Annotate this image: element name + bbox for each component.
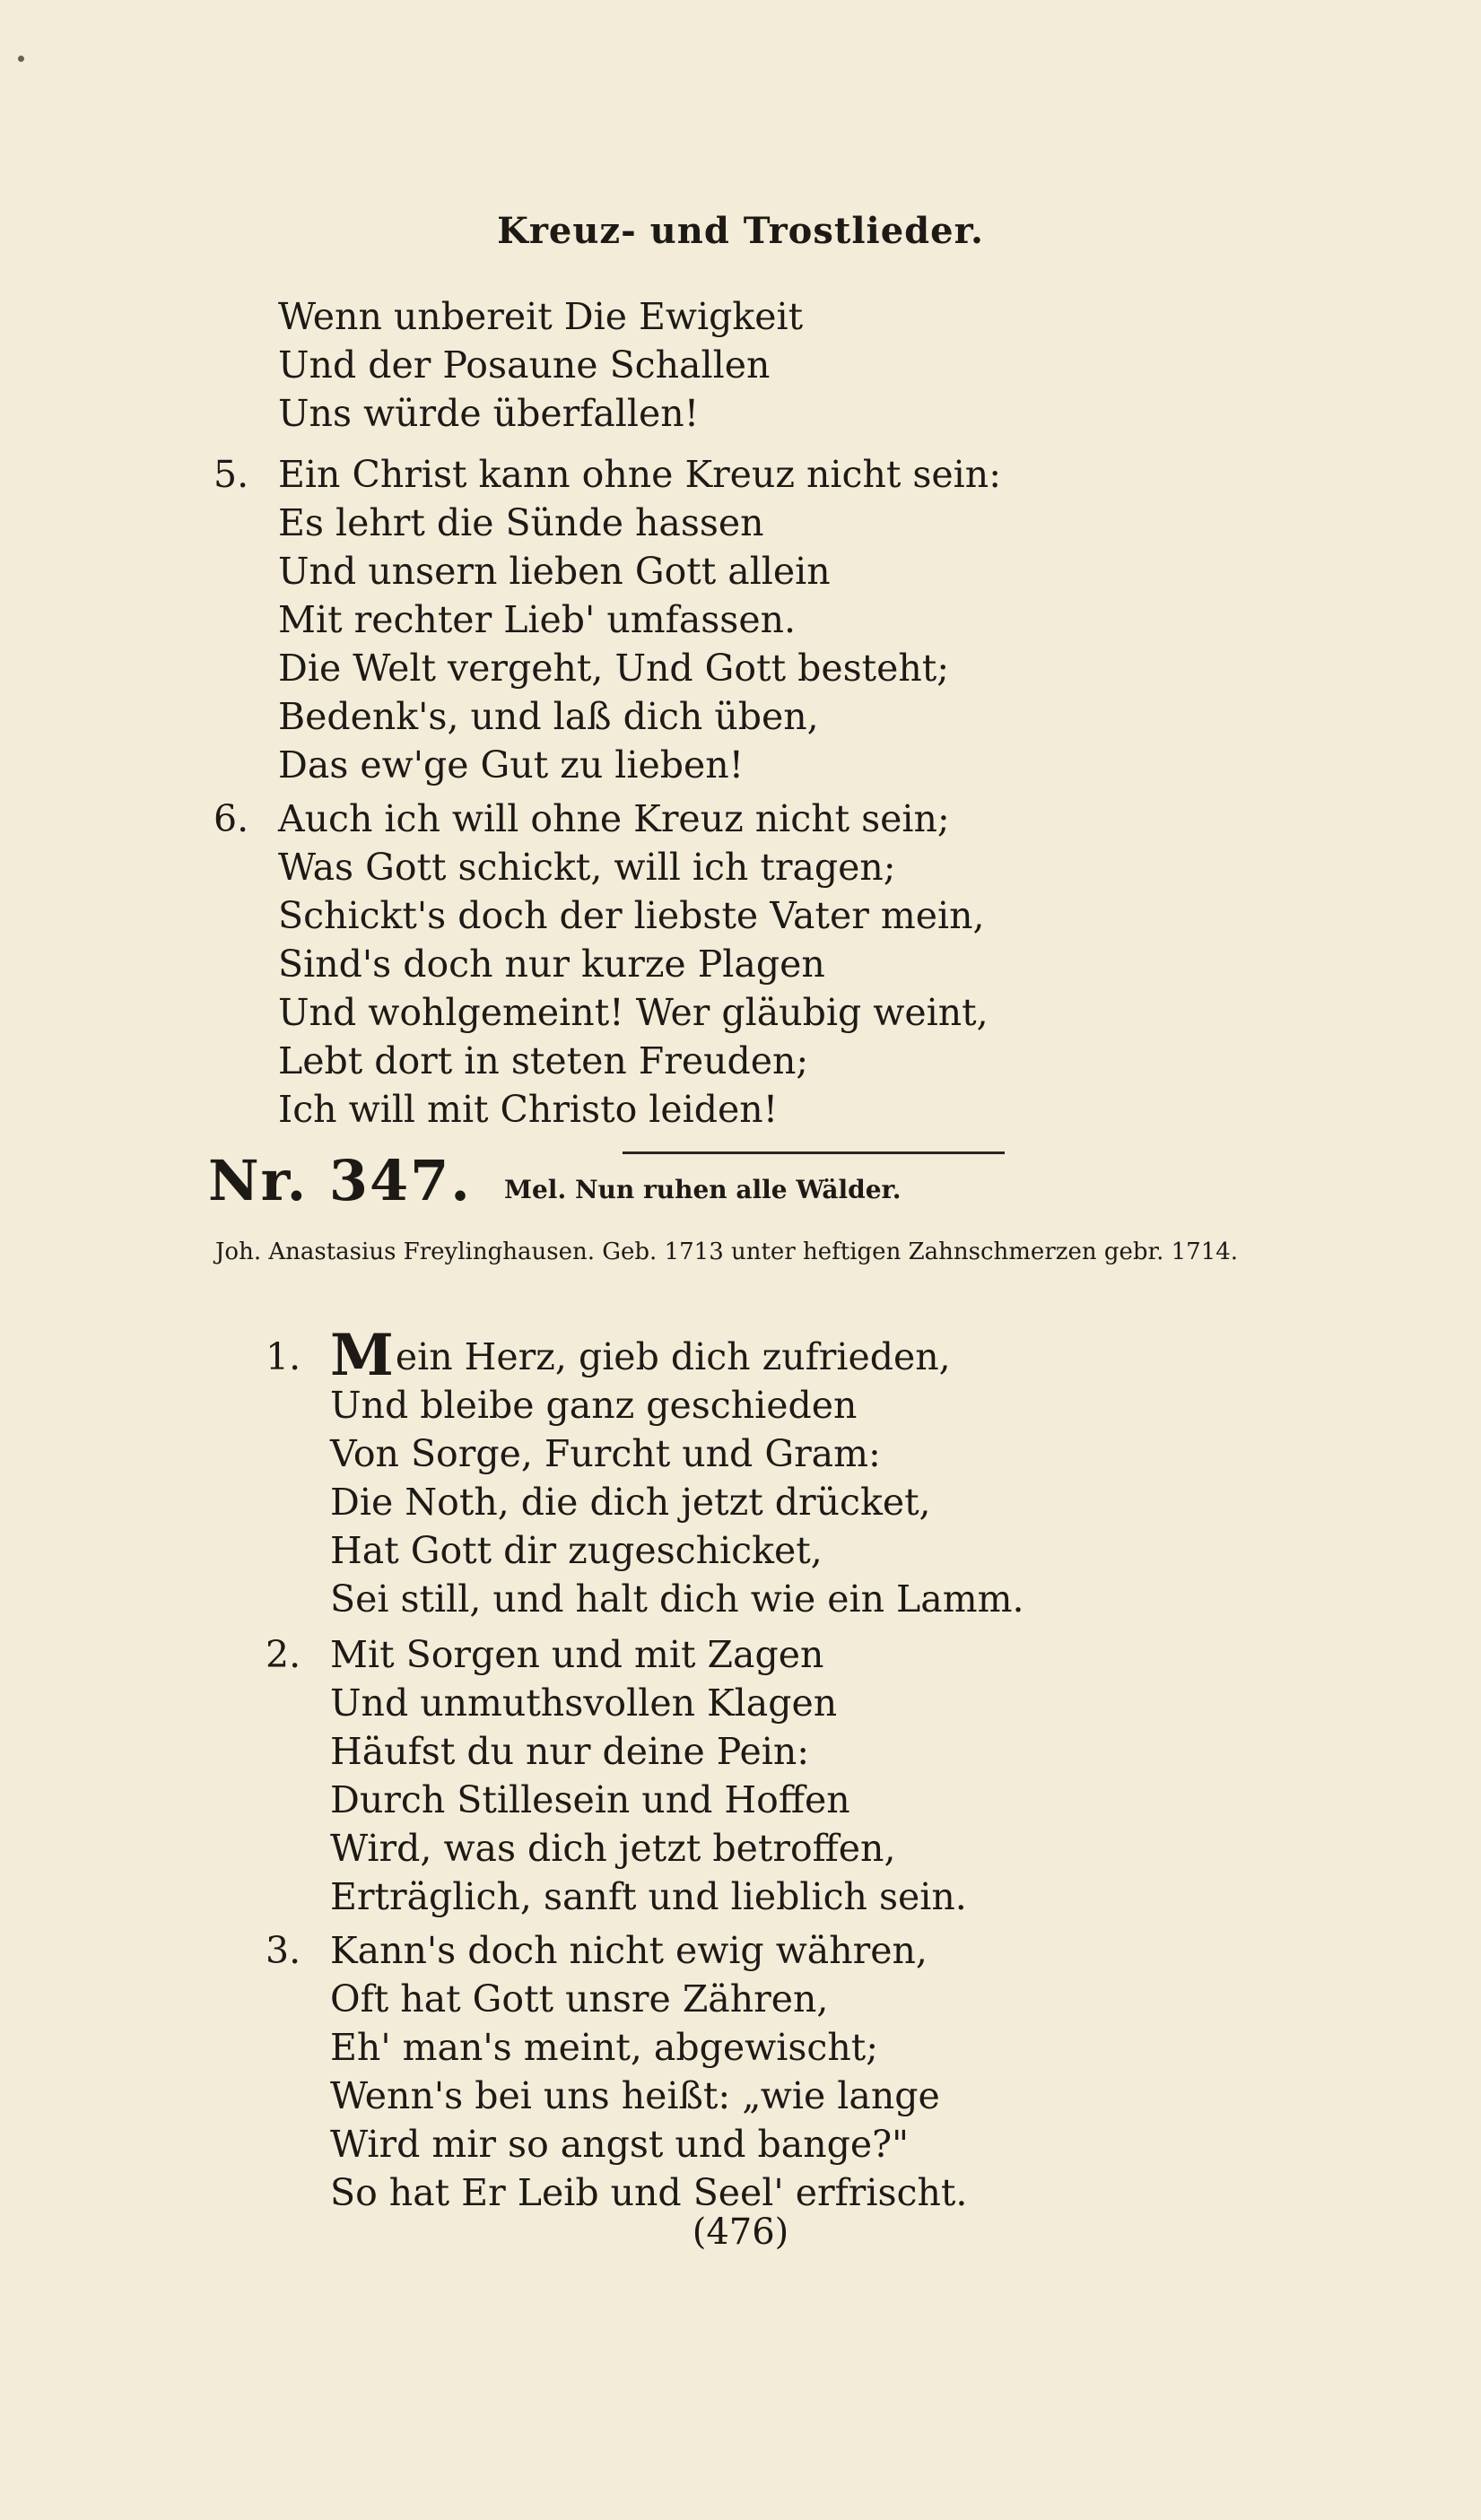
verse-line: Es lehrt die Sünde hassen <box>278 501 764 544</box>
verse-line: Sei still, und halt dich wie ein Lamm. <box>330 1577 1024 1621</box>
verse-line: Und der Posaune Schallen <box>278 343 771 387</box>
ink-speck <box>18 56 24 62</box>
verse-line: Bedenk's, und laß dich üben, <box>278 695 819 738</box>
verse-line: Und unsern lieben Gott allein <box>278 550 831 593</box>
verse-line: Was Gott schickt, will ich tragen; <box>278 846 896 889</box>
verse-line: Wird, was dich jetzt betroffen, <box>330 1827 896 1870</box>
verse-number: 3. <box>266 1929 301 1972</box>
verse-line: Wird mir so angst und bange?" <box>330 2123 909 2166</box>
hymn-number: Nr. 347. <box>208 1148 472 1213</box>
verse-line: ein Herz, gieb dich zufrieden, <box>395 1335 951 1378</box>
verse-line: Kann's doch nicht ewig währen, <box>330 1929 928 1972</box>
verse-line: So hat Er Leib und Seel' erfrischt. <box>330 2171 968 2214</box>
verse-line: Hat Gott dir zugeschicket, <box>330 1529 823 1572</box>
verse-line: Auch ich will ohne Kreuz nicht sein; <box>278 797 950 840</box>
verse-line: Und bleibe ganz geschieden <box>330 1384 858 1427</box>
verse-line: Oft hat Gott unsre Zähren, <box>330 1977 829 2020</box>
running-head: Kreuz- und Trostlieder. <box>497 210 984 252</box>
verse-line: Eh' man's meint, abgewischt; <box>330 2026 879 2069</box>
verse-line: Von Sorge, Furcht und Gram: <box>330 1432 881 1475</box>
verse-line: Die Noth, die dich jetzt drücket, <box>330 1481 931 1524</box>
verse-number: 2. <box>266 1633 301 1676</box>
verse-number: 6. <box>213 797 249 840</box>
verse-line: Ich will mit Christo leiden! <box>278 1088 779 1131</box>
verse-line: Und wohlgemeint! Wer gläubig weint, <box>278 991 989 1034</box>
verse-line: Wenn's bei uns heißt: „wie lange <box>330 2074 940 2117</box>
verse-line: Schickt's doch der liebste Vater mein, <box>278 894 985 937</box>
melody-line: Mel. Nun ruhen alle Wälder. <box>504 1175 902 1204</box>
verse-5 <box>213 450 1001 789</box>
verse-line: Durch Stillesein und Hoffen <box>330 1778 850 1821</box>
verse-number: 5. <box>213 453 249 496</box>
heading-rule <box>623 1151 1005 1154</box>
verse-line: Sind's doch nur kurze Plagen <box>278 943 825 986</box>
prev-hymn-continuation <box>278 292 803 438</box>
author-note: Joh. Anastasius Freylinghausen. Geb. 1713 unter heftigen Zahnschmerzen gebr. 1714. <box>215 1238 1239 1265</box>
drop-capital: M <box>330 1322 394 1389</box>
verse-line: Erträglich, sanft und lieblich sein. <box>330 1875 967 1918</box>
verse-line: Ein Christ kann ohne Kreuz nicht sein: <box>278 453 1002 496</box>
page-number: (476) <box>692 2212 789 2253</box>
hymn-verse-1 <box>266 1322 1024 1623</box>
hymn-heading <box>208 1148 1285 1220</box>
verse-line: Das ew'ge Gut zu lieben! <box>278 743 745 786</box>
verse-line: Lebt dort in steten Freuden; <box>278 1039 809 1082</box>
verse-line: Mit Sorgen und mit Zagen <box>330 1633 824 1676</box>
hymn-verse-2 <box>266 1630 967 1921</box>
verse-line: Die Welt vergeht, Und Gott besteht; <box>278 647 950 690</box>
verse-line: Mit rechter Lieb' umfassen. <box>278 598 797 641</box>
verse-line: Uns würde überfallen! <box>278 392 700 435</box>
verse-6 <box>213 795 989 1134</box>
verse-line: Häufst du nur deine Pein: <box>330 1730 810 1773</box>
verse-line: Und unmuthsvollen Klagen <box>330 1681 838 1725</box>
hymn-verse-3 <box>266 1926 967 2217</box>
verse-number: 1. <box>266 1335 301 1378</box>
verse-line: Wenn unbereit Die Ewigkeit <box>278 295 804 338</box>
